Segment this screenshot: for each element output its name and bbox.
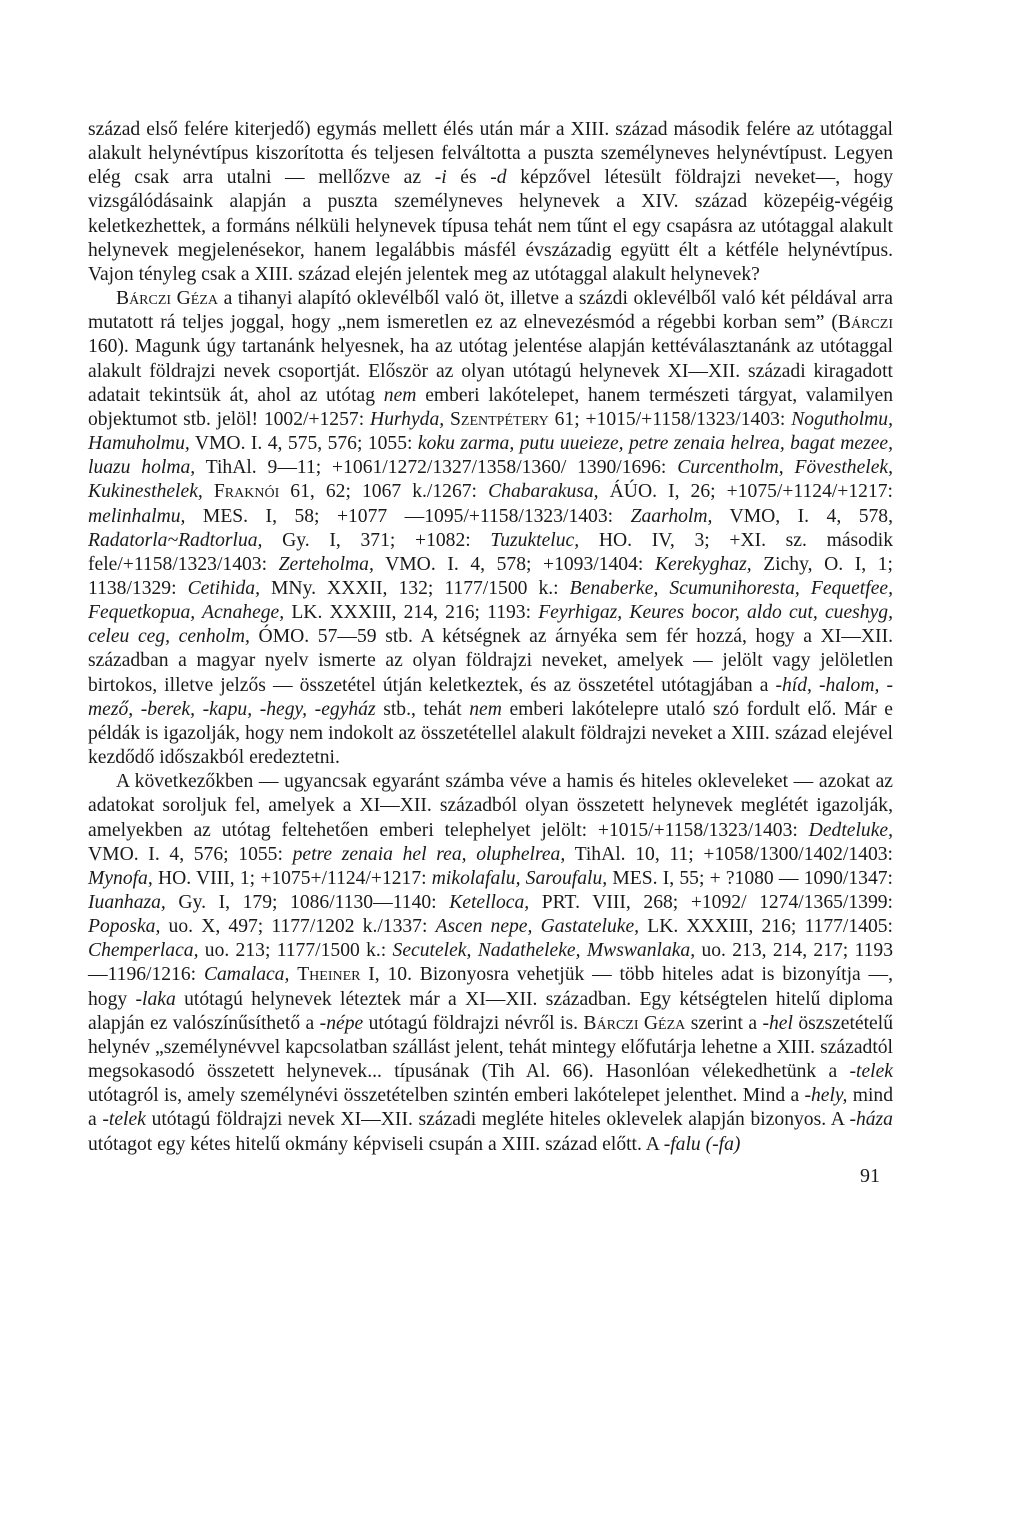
text-run: és <box>446 167 491 189</box>
text-run: PRT. VIII, 268; +1092/ 1274/1365/1399: <box>529 892 893 913</box>
italic-text: melinhalmu, <box>88 505 186 527</box>
text-run: 160). Magunk úgy tartanánk helyesnek, ha az utótag jelentése alapján kettéválasztanánk az utótaggal alakult földrajzi nevek csoportját. Először az olyan utótagú helynevek XI—XII. századi kiragadott adatait tekintsük át, ahol az utótag <box>88 336 893 406</box>
italic-text: -hel <box>762 1012 793 1034</box>
text-run: MES. I, 58; +1077 —1095/+1158/1323/1403: <box>185 505 631 527</box>
italic-text: Ascen nepe, Gastateluke, <box>435 916 640 938</box>
text-run: 61, 62; 1067 k./1267: <box>279 481 489 503</box>
italic-text: -telek <box>849 1061 893 1083</box>
italic-text: Zaarholm, <box>630 505 713 527</box>
author-name: Fraknói <box>213 481 280 503</box>
italic-text: Camalaca, <box>203 964 290 986</box>
author-name: Bárczi Géza <box>116 288 219 310</box>
italic-text: petre zenaia hel rea, oluphelrea, <box>292 843 566 865</box>
text-run: HO. IV, 3; +XI. sz. második fele/+1158/1323/1403: <box>88 529 893 575</box>
text-run <box>203 481 214 502</box>
italic-text: Dedteluke, <box>808 819 893 841</box>
text-run: 61; +1015/+1158/1323/1403: <box>548 408 792 430</box>
author-name: Theiner <box>297 964 361 986</box>
text-run: VMO. I. 4, 578; +1093/1404: <box>373 553 655 575</box>
text-run: HO. VIII, 1; +1075+/1124/+1217: <box>152 867 432 889</box>
text-run: utótagról is, amely személynévi összetételben szintén emberi lakótelepet jelenthet. Mind a <box>88 1085 805 1107</box>
text-run: ÁÚO. I, 26; +1075/+1124/+1217: <box>598 481 893 503</box>
italic-text: Mynofa, <box>88 867 153 889</box>
text-run: utótagú földrajzi nevek XI—XII. századi megléte hiteles oklevelek alapján bizonyos. A <box>145 1109 850 1131</box>
text-run: MNy. XXXII, 132; 1177/1500 k.: <box>259 577 570 599</box>
italic-text: Zerteholma, <box>278 553 374 575</box>
page-body <box>88 118 893 1157</box>
italic-text: Poposka, <box>88 916 161 938</box>
text-run: MES. I, 55; + ?1080 — 1090/1347: <box>607 867 893 889</box>
italic-text: Chemperlaca, <box>88 940 199 962</box>
text-run: század első felére kiterjedő) egymás mellett élés után már a XIII. század második felére az utótaggal alakult helynévtípus kiszorította és teljesen felváltotta a puszta személyneves helynévtípust. Legyen elég csak arra utalni — mellőzve az <box>88 119 893 189</box>
italic-text: Chabarakusa, <box>488 481 599 503</box>
italic-text: -i <box>434 167 447 189</box>
paragraph <box>88 118 893 287</box>
text-run: öszszetételű helynév „személynévvel kapcsolatban szállást jelent, tehát mintegy előfutárja lehetne a XIII. századtól megsokasodó összetett helynevek... típusának (Tih Al. 66). Hasonlóan vélekedhetünk a <box>88 1012 893 1083</box>
text-run: uo. 213, 214, 217; 1193—1196/1216: <box>88 940 893 986</box>
text-run: stb., tehát <box>375 698 470 720</box>
text-run: LK. XXXIII, 216; 1177/1405: <box>639 916 894 938</box>
paragraph <box>88 287 893 770</box>
italic-text: -háza <box>849 1109 893 1131</box>
author-name: Bárczi Géza <box>583 1012 686 1034</box>
text-run: mind a <box>88 1085 893 1131</box>
text-run: utótagot egy kétes hitelű okmány képviseli csupán a XIII. század előtt. A <box>88 1133 664 1155</box>
page-number: 91 <box>860 1165 880 1187</box>
text-run: emberi lakótelepre utaló szó fordult elő. Már e példák is igazolják, hogy nem indokolt az összetétellel alakult földrajzi neveket a XIII. század elejével kezdődő időszakból eredeztetni. <box>88 698 894 769</box>
text-run: Gy. I, 371; +1082: <box>262 529 491 551</box>
italic-text: Radatorla~Radtorlua, <box>88 529 263 551</box>
italic-text: Cetihida, <box>187 577 260 599</box>
italic-text: Tuzukteluc, <box>490 529 580 551</box>
italic-text: koku zarma, putu uueieze, petre zenaia helrea, bagat mezee, luazu holma, <box>88 433 893 479</box>
text-run: TihAl. 9—11; +1061/1272/1327/1358/1360/ 1390/1696: <box>195 457 678 479</box>
text-run: a tihanyi alapító oklevélből való öt, illetve a százdi oklevélből való két példával arra mutatott rá teljes joggal, hogy „nem ismeretlen ez az elnevezésmód a régebbi korban sem” ( <box>88 288 893 334</box>
italic-text: Benaberke, Scumunihoresta, Fequetfee, Fequetkopua, Acnahege, <box>88 577 893 624</box>
italic-text: -falu (-fa) <box>663 1133 741 1155</box>
italic-text: Kerekyghaz, <box>654 553 752 575</box>
author-name: Bárczi <box>837 312 893 334</box>
text-run: VMO. I. 4, 576; 1055: <box>88 843 293 865</box>
italic-text: nem <box>469 698 502 720</box>
italic-text: Ketelloca, <box>449 892 530 913</box>
italic-text: Hurhyda, <box>369 408 445 430</box>
italic-text: -híd, -halom, -mező, -berek, -kapu, -hegy, -egyház <box>88 674 893 720</box>
text-run: Zichy, O. I, 1; 1138/1329: <box>88 553 893 599</box>
text-run: utótagú földrajzi névről is. <box>363 1012 584 1034</box>
italic-text: -hely, <box>804 1085 848 1107</box>
italic-text: mikolafalu, Saroufalu, <box>431 867 608 889</box>
italic-text: -telek <box>102 1109 146 1131</box>
text-run: VMO. I. 4, 575, 576; 1055: <box>189 433 418 455</box>
text-run: uo. 213; 1177/1500 k.: <box>198 940 393 962</box>
text-run: képzővel létesült földrajzi neveket—, hogy vizsgálódásaink alapján a puszta személyneves helynevek a XIV. század közepéig-végéig keletkezhettek, a formáns nélküli helynevek típusa tehát nem tűnt el egy csapásra az utótaggal alakult helynevek megjelenésekor, hanem legalábbis másfél évszázadig együtt élt a kétféle helynévtípus. Vajon tényleg csak a XIII. század elején jelentek meg az utótaggal alakult helynevek? <box>88 167 893 285</box>
text-run: emberi lakótelepet, hanem természeti tárgyat, valamilyen objektumot stb. jelöl! 1002/+1257: <box>88 384 893 430</box>
italic-text: Iuanhaza, <box>88 892 166 913</box>
text-run: VMO, I. 4, 578, <box>712 505 893 527</box>
italic-text: Curcentholm, Fövesthelek, Kukinesthelek, <box>88 457 893 503</box>
italic-text: -d <box>490 167 507 189</box>
text-run: I, 10. Bizonyosra vehetjük — több hiteles adat is bizonyítja —, hogy <box>88 964 893 1010</box>
text-run: szerint a <box>685 1012 763 1034</box>
text-run: Gy. I, 179; 1086/1130—1140: <box>165 892 450 913</box>
text-run: utótagú helynevek léteztek már a XI—XII. században. Egy kétségtelen hitelű diploma alapján ez valószínűsíthető a <box>88 988 893 1034</box>
text-run: A következőkben — ugyancsak egyaránt számba véve a hamis és hiteles okleveleket — azokat az adatokat soroljuk fel, amelyek a XI—XII. századból olyan összetett helynevek meglétét igazolják, amelyekben az utótag feltehetően emberi telephelyet jelölt: +1015/+1158/1323/1403: <box>88 771 893 841</box>
italic-text: -népe <box>319 1012 364 1034</box>
text-run: LK. XXXIII, 214, 216; 1193: <box>284 602 539 624</box>
italic-text: Secutelek, Nadatheleke, Mwswanlaka, <box>392 940 696 962</box>
italic-text: Nogutholmu, Hamuholmu, <box>88 408 893 455</box>
text-run: uo. X, 497; 1177/1202 k./1337: <box>160 916 436 938</box>
paragraph <box>88 770 893 1157</box>
italic-text: Feyrhigaz, Keures bocor, aldo cut, cueshyg, celeu ceg, cenholm, <box>88 602 893 648</box>
text-run: TihAl. 10, 11; +1058/1300/1402/1403: <box>565 843 893 865</box>
italic-text: -laka <box>135 988 176 1010</box>
author-name: Szentpétery <box>450 408 549 430</box>
italic-text: nem <box>383 384 417 406</box>
text-run: ÓMO. 57—59 stb. A kétségnek az árnyéka sem fér hozzá, hogy a XI—XII. században a magyar nyelv ismerte az olyan földrajzi neveket, amelyek — jelölt vagy jelöletlen birtokos, illetve jelzős — összetétel útján keletkeztek, és az összetétel utótagjában a <box>88 626 893 696</box>
